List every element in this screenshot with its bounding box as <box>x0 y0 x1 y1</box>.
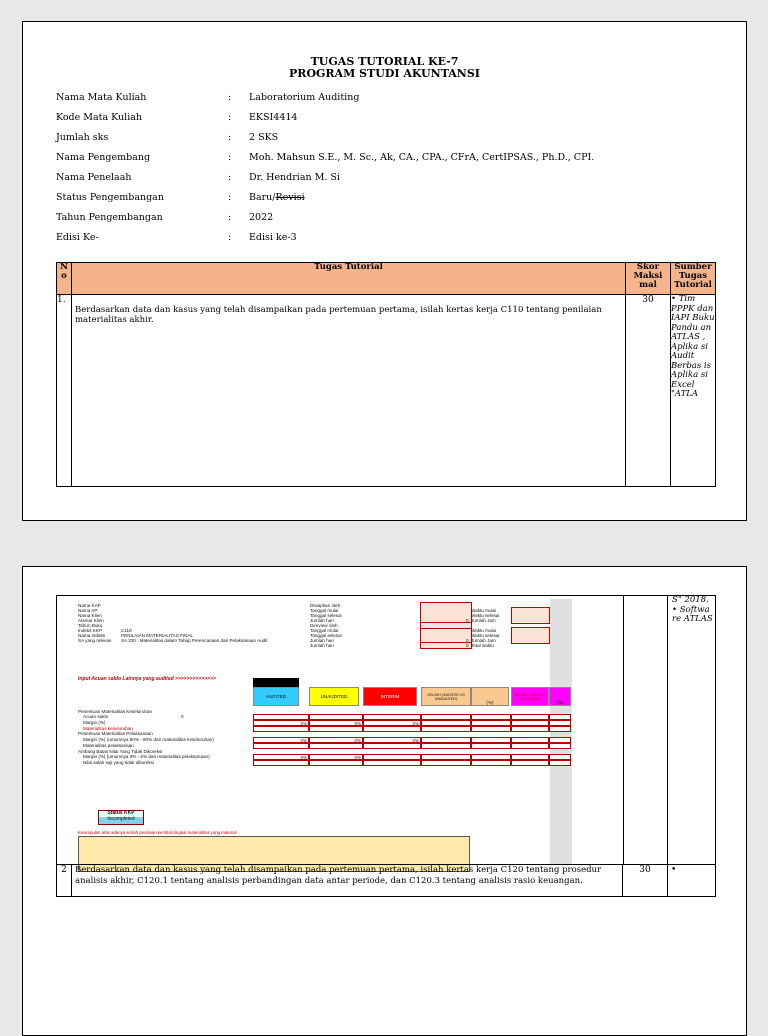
col-interim: INTERIM <box>363 687 417 706</box>
sheet-zero: 0 <box>181 714 184 719</box>
meta-colon: : <box>228 112 232 123</box>
sheet-cell[interactable]: - <box>253 743 309 749</box>
meta-row <box>56 152 716 166</box>
meta-value: Laboratorium Auditing <box>249 92 360 103</box>
meta-row <box>56 192 716 206</box>
sheet-row-label: Penentuan Materialitas Keseluruhan <box>78 709 153 714</box>
sheet-label: Nama AP <box>78 608 98 613</box>
sheet-zero: 0 <box>466 638 469 643</box>
sheet-cell[interactable] <box>511 726 549 732</box>
sheet-label: Indeks KKP <box>78 628 103 633</box>
sheet-cell[interactable] <box>471 743 511 749</box>
row-task-text: Berdasarkan data dan kasus yang telah disampaikan pada pertemuan pertama, isilah kertas kerja C120 tentang prosedur analisis akhir, C120.1 tentang analisis perbandingan data antar periode, dan C120.3 tentang analisis rasio keuangan. <box>72 865 623 897</box>
source-text: Softwa re ATLAS <box>672 604 713 624</box>
meta-label: Nama Mata Kuliah <box>56 92 147 103</box>
col-selisih-interim: SELISIH (AUDITED VS INTERIM) <box>511 687 549 706</box>
sheet-cell[interactable] <box>549 743 571 749</box>
sheet-zero: 0 <box>466 643 469 648</box>
sheet-row-label: Materialitas pelaksanaan <box>83 743 134 748</box>
input-prompt: Input Acuan saldo Lainnya yang audited >>>>>>>>>>>>>> <box>78 676 216 682</box>
sheet-label: Waktu selesai <box>471 613 500 618</box>
time-input-box[interactable] <box>511 627 550 644</box>
col-pct-2: (%) <box>549 687 571 706</box>
sheet-label: Tanggal selesai <box>310 633 342 638</box>
meta-label: Jumlah sks <box>56 132 109 143</box>
table-row <box>57 295 716 487</box>
sheet-label: Alamat Klien <box>78 618 104 623</box>
sheet-cell[interactable] <box>549 760 571 766</box>
row-score: 30 <box>626 295 671 487</box>
sheet-label: Jumlah hari <box>310 618 334 623</box>
col-header-skor: Skor Maksi mal <box>626 263 671 295</box>
sheet-label: Direview oleh <box>310 623 338 628</box>
sheet-cell[interactable] <box>309 726 363 732</box>
sheet-cell[interactable]: 0% <box>309 720 363 726</box>
meta-colon: : <box>228 132 232 143</box>
sheet-label: Waktu mulai <box>471 608 497 613</box>
sheet-cell[interactable] <box>471 726 511 732</box>
meta-value: EKSI4414 <box>249 112 298 123</box>
sheet-cell[interactable]: 0% <box>363 720 421 726</box>
meta-colon: : <box>228 192 232 203</box>
meta-colon: : <box>228 152 232 163</box>
sheet-cell[interactable] <box>549 726 571 732</box>
sheet-row-label: Margin (%) (umumnya 50% - 80% dari materialitas keseluruhan) <box>83 737 214 742</box>
source-text: S" 2018. <box>672 595 709 605</box>
sheet-cell[interactable] <box>421 726 471 732</box>
meta-row <box>56 172 716 186</box>
sheet-value: C110 <box>121 628 132 633</box>
doc-title-line1: TUGAS TUTORIAL KE-7 <box>310 55 459 68</box>
reviewer-input-box[interactable] <box>420 642 472 649</box>
col-audited: AUDITED <box>253 687 299 706</box>
row-number: 1. <box>57 295 72 487</box>
sheet-label: Waktu selesai <box>471 633 500 638</box>
sheet-label: Nama Indeks <box>78 633 106 638</box>
sheet-value: SA 320 : Materialitas dalam Tahap Perencanaan dan Pelaksanaan Audit <box>121 638 268 643</box>
sheet-row-label: Materialitas keseluruhan <box>83 726 133 731</box>
meta-row <box>56 232 716 246</box>
document-page-2 <box>22 566 747 1036</box>
sheet-row-label: Nilai salah saji yang tidak dikoreksi <box>83 760 154 765</box>
meta-label: Edisi Ke- <box>56 232 99 243</box>
row-score: 30 <box>623 865 668 897</box>
sheet-value: PENILAIAN MATERIALITAS FINAL <box>121 633 194 638</box>
time-input-box[interactable] <box>511 607 550 624</box>
sheet-row-label: Penentuan Materialitas Pelaksanaan <box>78 731 153 736</box>
status-kkp-label: Status KKP <box>99 811 143 817</box>
meta-colon: : <box>228 212 232 223</box>
sheet-label: Jumlah Jam <box>471 618 496 623</box>
sheet-cell[interactable] <box>363 760 421 766</box>
meta-label: Tahun Pengembangan <box>56 212 163 223</box>
excel-worksheet-image <box>73 599 573 864</box>
document-page-1 <box>22 21 747 521</box>
bullet-icon: • <box>671 865 677 875</box>
meta-colon: : <box>228 172 232 183</box>
sheet-cell[interactable] <box>421 743 471 749</box>
sheet-label: SA yang relevan <box>78 638 112 643</box>
sheet-row-label: Margin (%) <box>83 720 106 725</box>
col-pct: (%) <box>471 687 509 706</box>
sheet-cell[interactable]: - <box>253 760 309 766</box>
sheet-cell[interactable]: 0% <box>253 754 309 760</box>
meta-colon: : <box>228 232 232 243</box>
bullet-icon: • <box>671 294 677 304</box>
meta-row <box>56 132 716 146</box>
sheet-zero: 0 <box>466 618 469 623</box>
sheet-cell[interactable] <box>363 726 421 732</box>
bullet-icon: • <box>672 604 678 615</box>
status-kkp-value: Incompleted <box>99 817 143 824</box>
reviewer-input-box[interactable] <box>420 622 472 629</box>
meta-value <box>249 192 305 203</box>
sheet-label: Tanggal selesai <box>310 613 342 618</box>
sheet-label: Waktu mulai <box>471 628 497 633</box>
meta-value: Dr. Hendrian M. Si <box>249 172 340 183</box>
sheet-label: Jumlah hari <box>310 643 334 648</box>
meta-colon: : <box>228 92 232 103</box>
meta-label: Status Pengembangan <box>56 192 164 203</box>
sheet-cell[interactable] <box>511 760 549 766</box>
sheet-cell[interactable] <box>471 760 511 766</box>
row-source <box>668 865 716 897</box>
row-task-text: Berdasarkan data dan kasus yang telah disampaikan pada pertemuan pertama, isilah kertas kerja C110 tentang penilaian materialitas akhir. <box>72 295 626 487</box>
sheet-cell[interactable]: 0% <box>309 737 363 743</box>
sheet-cell[interactable] <box>309 760 363 766</box>
kesimpulan-label: Kesimpulan atas adanya selisih penilaian kembali tingkat materialitas yang material <box>78 830 237 835</box>
sheet-label: Tanggal mulai <box>310 608 339 613</box>
black-header-block <box>253 678 299 687</box>
col-selisih: SELISIH (AUDITED VS UNAUDITED) <box>421 687 471 706</box>
sheet-cell[interactable]: - <box>253 726 309 732</box>
sheet-cell[interactable]: 0% <box>253 720 309 726</box>
sheet-cell[interactable]: 0% <box>253 737 309 743</box>
sheet-label: Jumlah hari <box>310 638 334 643</box>
meta-row <box>56 112 716 126</box>
row-source-continued <box>669 596 716 625</box>
doc-title-line2: PROGRAM STUDI AKUNTANSI <box>289 67 480 80</box>
sheet-cell[interactable] <box>309 743 363 749</box>
row-number: 2 <box>57 865 72 897</box>
sheet-label: Jumlah Jam <box>471 638 496 643</box>
meta-value: 2022 <box>249 212 274 223</box>
source-text: Tim PPPK dan IAPI Buku Pandu an ATLAS , Aplika si Audit Berbas is Aplika si Excel "ATLA <box>671 294 715 399</box>
meta-row <box>56 212 716 226</box>
row-source <box>671 295 716 487</box>
table-row <box>57 865 716 897</box>
sheet-row-label: Acuan saldo <box>83 714 109 719</box>
task-table-row2 <box>56 864 716 897</box>
status-revisi-struck: Revisi <box>275 192 305 203</box>
meta-value: Moh. Mahsun S.E., M. Sc., Ak, CA., CPA., CFrA, CertIPSAS., Ph.D., CPI. <box>249 152 595 163</box>
sheet-cell[interactable] <box>421 760 471 766</box>
sheet-label: Tanggal mulai <box>310 628 339 633</box>
task-table <box>56 262 716 487</box>
meta-value: Edisi ke-3 <box>249 232 297 243</box>
sheet-row-label: Ambang Batas Nilai Yang Tidak Dikoreksi <box>78 749 163 754</box>
sheet-cell[interactable]: 0% <box>309 754 363 760</box>
sheet-cell[interactable]: 0% <box>363 737 421 743</box>
meta-label: Kode Mata Kuliah <box>56 112 143 123</box>
sheet-label: Nama Klien <box>78 613 102 618</box>
sheet-label: Disiapkan oleh <box>310 603 341 608</box>
sheet-row-label: Margin (%) (umumnya 3% - 5% dari materialitas pelaksanaan) <box>83 754 210 759</box>
sheet-label: Tahun Buku <box>78 623 103 628</box>
status-kkp-box <box>98 810 144 825</box>
sheet-label: Total waktu <box>471 643 494 648</box>
sheet-cell[interactable] <box>511 743 549 749</box>
col-header-tugas: Tugas Tutorial <box>72 263 626 295</box>
sheet-cell[interactable] <box>363 743 421 749</box>
meta-value: 2 SKS <box>249 132 279 143</box>
sheet-label: Nama KAP <box>78 603 101 608</box>
col-unaudited: UNAUDITED <box>309 687 359 706</box>
meta-label: Nama Penelaah <box>56 172 132 183</box>
col-header-sumber: Sumber Tugas Tutorial <box>671 263 716 295</box>
col-header-no: N o <box>57 263 72 295</box>
status-baru: Baru/ <box>249 192 276 203</box>
meta-label: Nama Pengembang <box>56 152 151 163</box>
meta-row <box>56 92 716 106</box>
